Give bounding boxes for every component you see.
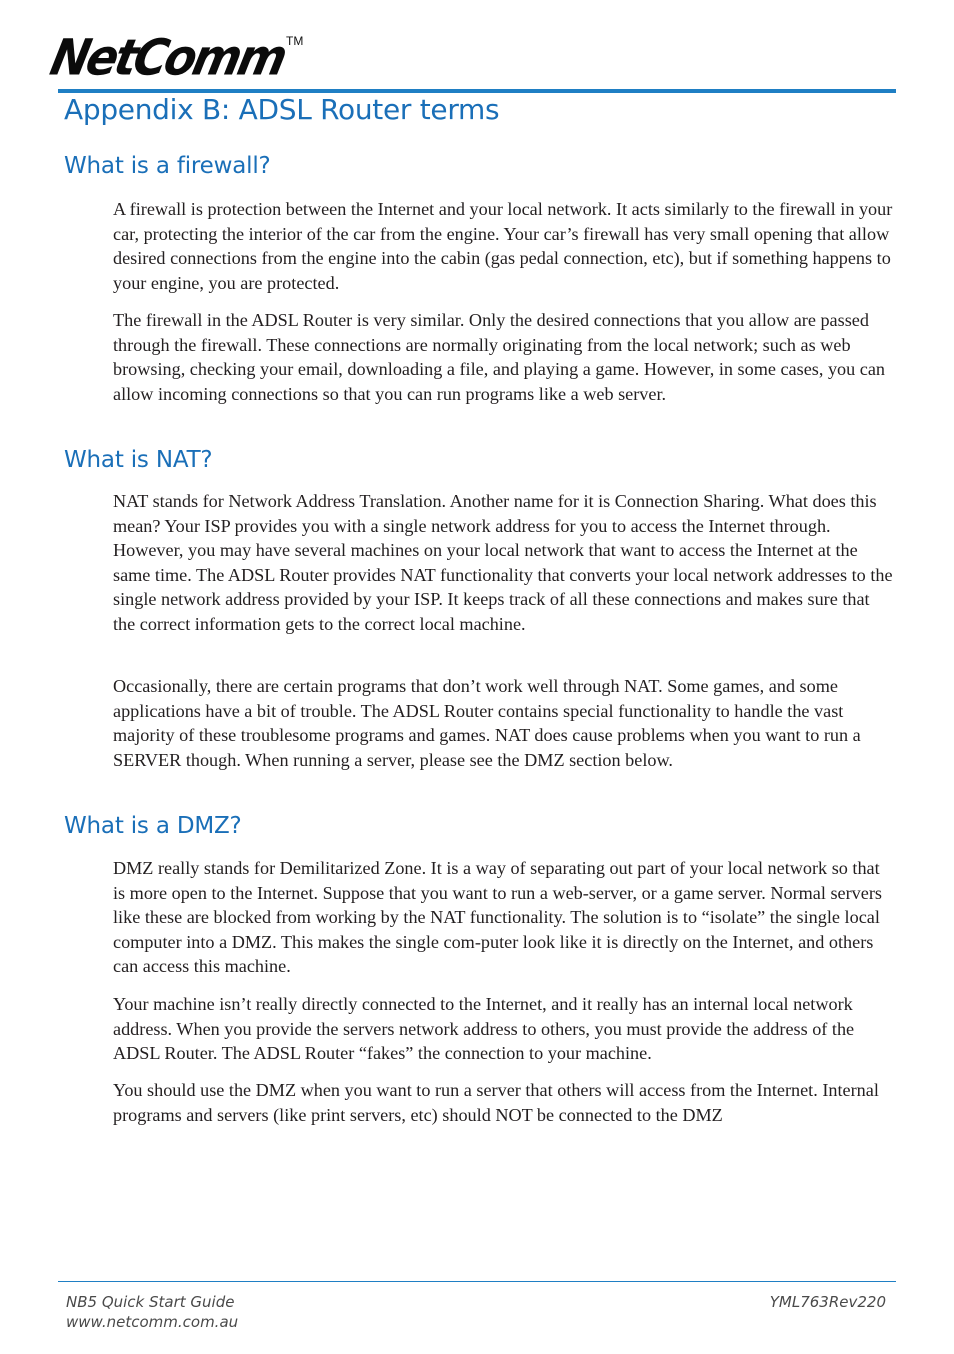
footer-guide-name: NB5 Quick Start Guide (66, 1293, 235, 1311)
paragraph-nat-2: Occasionally, there are certain programs that don’t work well through NAT. Some games, and some applications have a bit of trouble. The ADSL Router contains special functionality to handle the vast majority of these troublesome programs and games. NAT does cause problems when you want to run a SERVER though. When running a server, please see the DMZ section below. (113, 676, 861, 770)
logo-wordmark: NetComm (45, 28, 290, 87)
paragraph-dmz-3: You should use the DMZ when you want to run a server that others will access from the Internet. Internal programs and servers (like print servers, etc) should NOT be connected to the DMZ (113, 1080, 879, 1125)
footer-rule (58, 1281, 896, 1282)
heading-nat: What is NAT? (64, 447, 213, 473)
paragraph-dmz-1: DMZ really stands for Demilitarized Zone. It is a way of separating out part of your local network so that is more open to the Internet. Suppose that you want to run a web-server, or a game server. Normal servers like these are blocked from working by the NAT functionality. The solution is to “isolate” the single local computer into a DMZ. This makes the single com-puter look like it is directly on the Internet, and others can access this machine. (113, 858, 882, 977)
paragraph-firewall-2: The firewall in the ADSL Router is very similar. Only the desired connections that you allow are passed through the firewall. These connections are normally originating from the local network; such as web browsing, checking your email, downloading a file, and playing a game. However, in some cases, you can allow incoming connections so that you can run programs like a web server. (113, 310, 886, 404)
paragraph-nat-1: NAT stands for Network Address Translation. Another name for it is Connection Sharing. What does this mean? Your ISP provides you with a single network address for you to access the Internet through. However, you may have several machines on your local network that want to access the Internet at the same time. The ADSL Router provides NAT functionality that converts your local network addresses to the single network address provided by your ISP. It keeps track of all these connections and makes sure that the correct information gets to the correct local machine. (113, 491, 893, 634)
footer-doc-code: YML763Rev220 (769, 1293, 886, 1311)
heading-firewall: What is a firewall? (64, 153, 271, 179)
paragraph-firewall-1: A firewall is protection between the Internet and your local network. It acts similarly to the firewall in your car, protecting the interior of the car from the engine. Your car’s firewall has very small opening that allow desired connections from the engine into the cabin (gas pedal connection, etc), but if something happens to your engine, you are protected. (113, 199, 893, 293)
heading-dmz: What is a DMZ? (64, 813, 242, 839)
netcomm-logo (45, 26, 318, 87)
paragraph-dmz-2: Your machine isn’t really directly connected to the Internet, and it really has an internal local network address. When you provide the servers network address to others, you must provide the address of the ADSL Router. The ADSL Router “fakes” the connection to your machine. (113, 994, 855, 1064)
footer-url: www.netcomm.com.au (66, 1313, 239, 1331)
page-title: Appendix B: ADSL Router terms (64, 93, 500, 126)
logo-trademark: TM (286, 34, 304, 48)
